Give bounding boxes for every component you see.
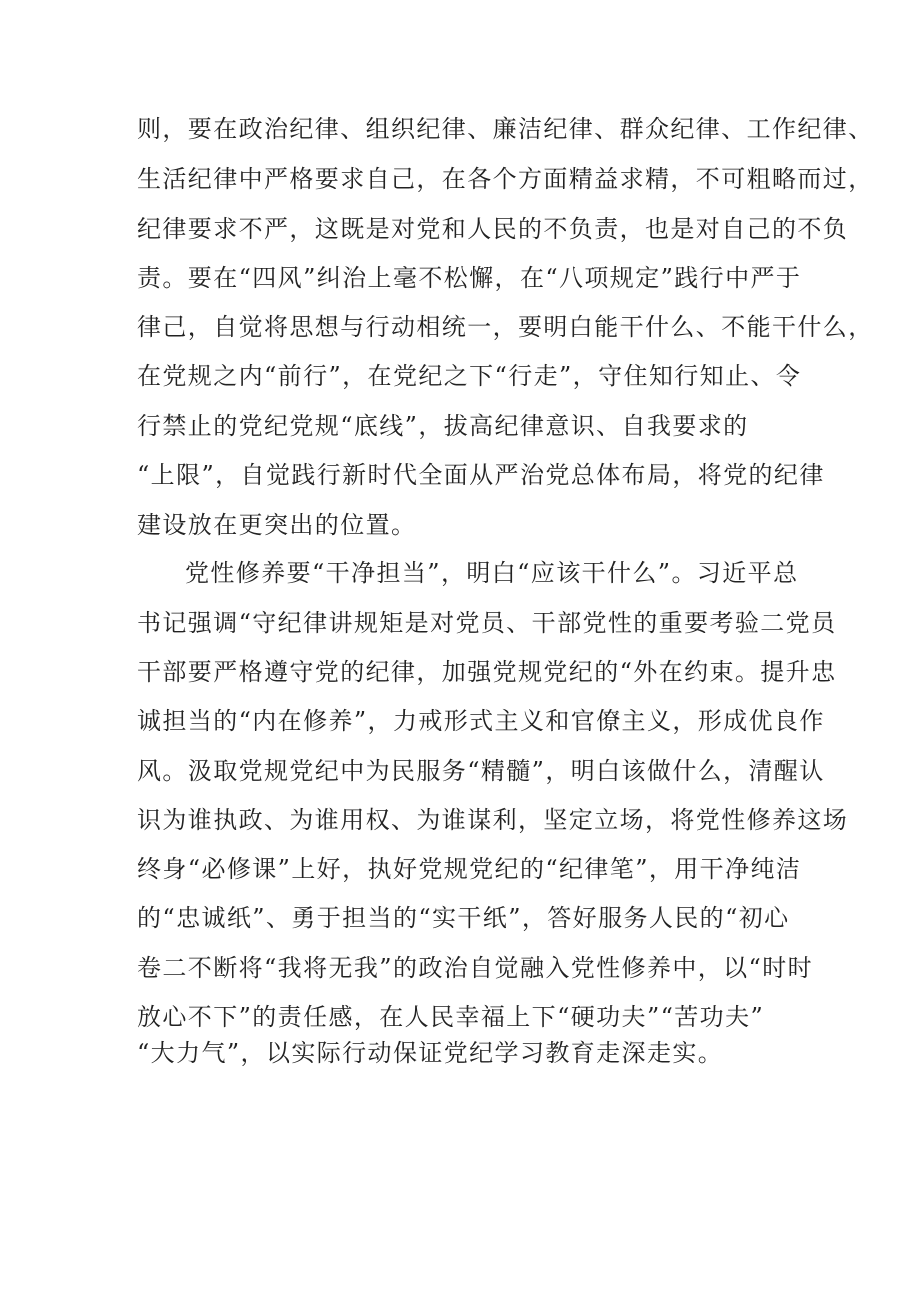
text-line: 责。要在“四风”纠治上毫不松懈，在“八项规定”践行中严于 — [137, 264, 802, 292]
text-line: 纪律要求不严，这既是对党和人民的不负责，也是对自己的不负 — [137, 215, 849, 243]
text-line: 放心不下”的责任感，在人民幸福上下“硬功夫”“苦功夫” — [137, 1003, 765, 1031]
text-line: 诚担当的“内在修养”，力戒形式主义和官僚主义，形成优良作 — [137, 707, 825, 735]
text-line: 书记强调“守纪律讲规矩是对党员、干部党性的重要考验二党员 — [137, 609, 837, 637]
text-line: 党性修养要“干净担当”，明白“应该干什么”。习近平总 — [185, 559, 799, 587]
text-line: 识为谁执政、为谁用权、为谁谋利，坚定立场，将党性修养这场 — [137, 806, 849, 834]
text-line: 风。汲取党规党纪中为民服务“精髓”，明白该做什么，清醒认 — [137, 757, 825, 785]
text-line: 建设放在更突出的位置。 — [137, 511, 417, 539]
text-line: “上限”，自觉践行新时代全面从严治党总体布局，将党的纪律 — [137, 461, 825, 489]
text-line: 的“忠诚纸”、勇于担当的“实干纸”，答好服务人民的“初心 — [137, 904, 790, 932]
text-line: 在党规之内“前行”，在党纪之下“行走”，守住知行知止、令 — [137, 362, 802, 390]
text-line: 干部要严格遵守党的纪律，加强党规党纪的“外在约束。提升忠 — [137, 658, 837, 686]
text-line: 卷二不断将“我将无我”的政治自觉融入党性修养中，以“时时 — [137, 954, 814, 982]
text-line: “大力气”，以实际行动保证党纪学习教育走深走实。 — [137, 1039, 724, 1067]
text-line: 律己，自觉将思想与行动相统一，要明白能干什么、不能干什么， — [137, 313, 874, 341]
text-line: 则，要在政治纪律、组织纪律、廉洁纪律、群众纪律、工作纪律、 — [137, 115, 874, 143]
text-line: 生活纪律中严格要求自己，在各个方面精益求精，不可粗略而过， — [137, 165, 874, 193]
text-line: 行禁止的党纪党规“底线”，拔高纪律意识、自我要求的 — [137, 412, 749, 440]
text-line: 终身“必修课”上好，执好党规党纪的“纪律笔”，用干净纯洁 — [137, 855, 802, 883]
